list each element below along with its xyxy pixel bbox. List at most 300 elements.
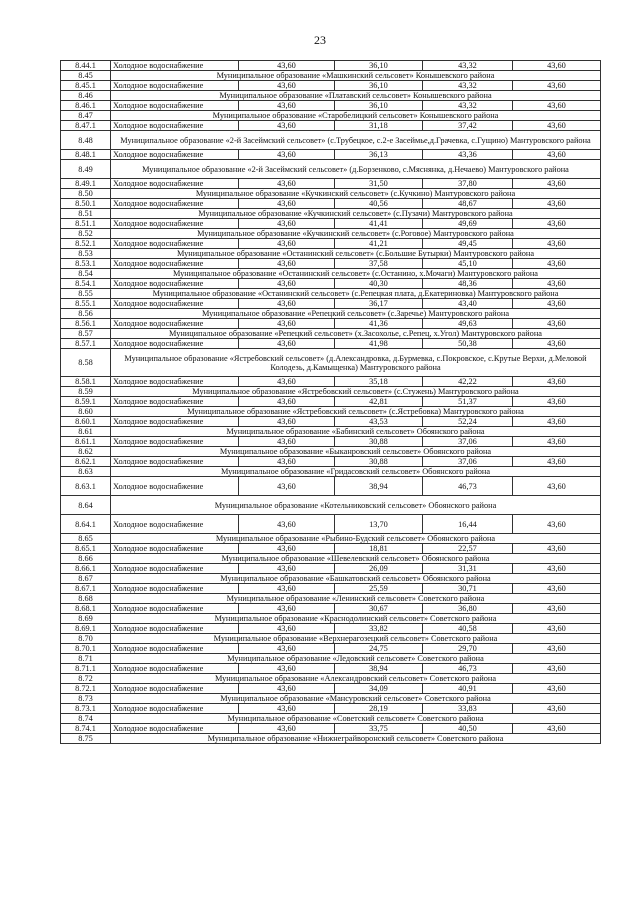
row-number: 8.53 — [61, 249, 111, 259]
municipality-title: Муниципальное образование «Ленинский сельсовет» Советского района — [111, 594, 601, 604]
municipality-row — [61, 387, 601, 397]
tariff-value-2: 36,10 — [335, 81, 423, 91]
row-number: 8.52 — [61, 229, 111, 239]
tariff-value-3: 46,73 — [423, 664, 513, 674]
tariff-value: 43,60 — [239, 259, 335, 269]
tariff-row — [61, 724, 601, 734]
row-number: 8.55.1 — [61, 299, 111, 309]
tariff-value-2: 28,19 — [335, 704, 423, 714]
tariff-value: 43,60 — [239, 544, 335, 554]
municipality-title: Муниципальное образование «2-й Засеймский сельсовет» (с.Трубецкое, с.2-е Засеймье,д.Грачевка, с.Гущино) Мантуровского района — [111, 131, 601, 150]
tariff-value: 43,60 — [239, 121, 335, 131]
row-number: 8.54 — [61, 269, 111, 279]
tariff-value-4: 43,60 — [513, 219, 601, 229]
municipality-row — [61, 674, 601, 684]
municipality-row — [61, 574, 601, 584]
tariff-value: 43,60 — [239, 704, 335, 714]
tariff-row — [61, 664, 601, 674]
municipality-title: Муниципальное образование «Краснодолинский сельсовет» Советского района — [111, 614, 601, 624]
tariff-value-3: 45,10 — [423, 259, 513, 269]
service-name: Холодное водоснабжение — [111, 724, 239, 734]
tariff-row — [61, 704, 601, 714]
municipality-title: Муниципальное образование «Ястребовский сельсовет» (с.Стужень) Мантуровского района — [111, 387, 601, 397]
municipality-row — [61, 249, 601, 259]
municipality-title: Муниципальное образование «2-й Засеймский сельсовет» (д.Борзенково, с.Мяснянка, д.Нечаево) Мантуровского района — [111, 160, 601, 179]
municipality-title: Муниципальное образование «Нижнеграйворонский сельсовет» Советского района — [111, 734, 601, 744]
service-name: Холодное водоснабжение — [111, 477, 239, 496]
row-number: 8.71.1 — [61, 664, 111, 674]
service-name: Холодное водоснабжение — [111, 437, 239, 447]
tariff-value-2: 41,98 — [335, 339, 423, 349]
page-number: 23 — [314, 33, 326, 47]
row-number: 8.44.1 — [61, 61, 111, 71]
tariff-value-2: 38,94 — [335, 664, 423, 674]
municipality-row — [61, 71, 601, 81]
tariff-value-4: 43,60 — [513, 319, 601, 329]
tariff-value-3: 30,71 — [423, 584, 513, 594]
municipality-row — [61, 309, 601, 319]
municipality-row — [61, 467, 601, 477]
tariff-value: 43,60 — [239, 339, 335, 349]
tariff-value-2: 38,94 — [335, 477, 423, 496]
tariff-value-4: 43,60 — [513, 150, 601, 160]
tariff-value-2: 33,82 — [335, 624, 423, 634]
tariff-value-4: 43,60 — [513, 624, 601, 634]
row-number: 8.51 — [61, 209, 111, 219]
row-number: 8.66.1 — [61, 564, 111, 574]
tariff-value-4: 43,60 — [513, 664, 601, 674]
tariff-value-2: 35,18 — [335, 377, 423, 387]
municipality-row — [61, 594, 601, 604]
municipality-row — [61, 496, 601, 515]
tariff-value: 43,60 — [239, 624, 335, 634]
tariff-value-4: 43,60 — [513, 457, 601, 467]
municipality-title: Муниципальное образование «Останинский сельсовет» (с.Останино, х.Мочаги) Мантуровского района — [111, 269, 601, 279]
tariff-value-3: 51,37 — [423, 397, 513, 407]
municipality-title: Муниципальное образование «Александровский сельсовет» Советского района — [111, 674, 601, 684]
service-name: Холодное водоснабжение — [111, 584, 239, 594]
tariff-value: 43,60 — [239, 417, 335, 427]
tariff-value: 43,60 — [239, 397, 335, 407]
tariff-value-3: 43,32 — [423, 61, 513, 71]
row-number: 8.56 — [61, 309, 111, 319]
service-name: Холодное водоснабжение — [111, 457, 239, 467]
service-name: Холодное водоснабжение — [111, 319, 239, 329]
tariff-value-3: 37,06 — [423, 437, 513, 447]
row-number: 8.45.1 — [61, 81, 111, 91]
municipality-title: Муниципальное образование «Ледовский сельсовет» Советского района — [111, 654, 601, 664]
municipality-title: Муниципальное образование «Рыбино-Будский сельсовет» Обоянского района — [111, 534, 601, 544]
tariff-value: 43,60 — [239, 377, 335, 387]
tariff-value-2: 40,56 — [335, 199, 423, 209]
service-name: Холодное водоснабжение — [111, 61, 239, 71]
tariff-row — [61, 684, 601, 694]
service-name: Холодное водоснабжение — [111, 219, 239, 229]
tariff-value-3: 37,06 — [423, 457, 513, 467]
tariff-value: 43,60 — [239, 457, 335, 467]
row-number: 8.61 — [61, 427, 111, 437]
tariff-value-3: 43,32 — [423, 81, 513, 91]
municipality-title: Муниципальное образование «Шевелевский сельсовет» Обоянского района — [111, 554, 601, 564]
municipality-title: Муниципальное образование «Башкатовский сельсовет» Обоянского района — [111, 574, 601, 584]
tariff-value-3: 16,44 — [423, 515, 513, 534]
row-number: 8.59.1 — [61, 397, 111, 407]
service-name: Холодное водоснабжение — [111, 417, 239, 427]
tariff-row — [61, 544, 601, 554]
tariff-value: 43,60 — [239, 644, 335, 654]
service-name: Холодное водоснабжение — [111, 199, 239, 209]
service-name: Холодное водоснабжение — [111, 279, 239, 289]
tariff-value: 43,60 — [239, 724, 335, 734]
row-number: 8.50 — [61, 189, 111, 199]
municipality-row — [61, 654, 601, 664]
tariff-value: 43,60 — [239, 101, 335, 111]
row-number: 8.67 — [61, 574, 111, 584]
tariff-value: 43,60 — [239, 219, 335, 229]
municipality-title: Муниципальное образование «Кучкинский сельсовет» (с.Роговое) Мантуровского района — [111, 229, 601, 239]
tariff-row — [61, 61, 601, 71]
tariff-value: 43,60 — [239, 684, 335, 694]
service-name: Холодное водоснабжение — [111, 121, 239, 131]
row-number: 8.57 — [61, 329, 111, 339]
tariff-row — [61, 397, 601, 407]
row-number: 8.72 — [61, 674, 111, 684]
row-number: 8.51.1 — [61, 219, 111, 229]
tariff-row — [61, 319, 601, 329]
municipality-row — [61, 554, 601, 564]
tariff-value-4: 43,60 — [513, 377, 601, 387]
tariff-value-3: 40,58 — [423, 624, 513, 634]
row-number: 8.68 — [61, 594, 111, 604]
tariff-value-4: 43,60 — [513, 61, 601, 71]
row-number: 8.53.1 — [61, 259, 111, 269]
tariff-value-3: 43,36 — [423, 150, 513, 160]
service-name: Холодное водоснабжение — [111, 150, 239, 160]
tariff-row — [61, 437, 601, 447]
tariff-value-2: 30,88 — [335, 437, 423, 447]
tariff-value-4: 43,60 — [513, 81, 601, 91]
row-number: 8.49 — [61, 160, 111, 179]
tariff-value-4: 43,60 — [513, 437, 601, 447]
tariff-value: 43,60 — [239, 604, 335, 614]
tariff-value: 43,60 — [239, 279, 335, 289]
tariff-value-3: 22,57 — [423, 544, 513, 554]
municipality-title: Муниципальное образование «Кучкинский сельсовет» (с.Пузачи) Мантуровского района — [111, 209, 601, 219]
municipality-row — [61, 160, 601, 179]
tariff-value-2: 42,81 — [335, 397, 423, 407]
service-name: Холодное водоснабжение — [111, 604, 239, 614]
tariff-value-2: 34,09 — [335, 684, 423, 694]
tariff-value-2: 37,58 — [335, 259, 423, 269]
service-name: Холодное водоснабжение — [111, 644, 239, 654]
row-number: 8.74.1 — [61, 724, 111, 734]
tariff-value: 43,60 — [239, 150, 335, 160]
tariff-value-3: 29,70 — [423, 644, 513, 654]
tariff-value-4: 43,60 — [513, 179, 601, 189]
municipality-row — [61, 634, 601, 644]
row-number: 8.63 — [61, 467, 111, 477]
tariff-value-4: 43,60 — [513, 584, 601, 594]
row-number: 8.45 — [61, 71, 111, 81]
tariff-value-3: 48,67 — [423, 199, 513, 209]
municipality-title: Муниципальное образование «Останинский сельсовет» (с.Репецкая плата, д.Екатериновка) Мантуровского района — [111, 289, 601, 299]
municipality-row — [61, 427, 601, 437]
tariff-value-2: 33,75 — [335, 724, 423, 734]
tariff-value-2: 25,59 — [335, 584, 423, 594]
tariff-value-4: 43,60 — [513, 704, 601, 714]
tariff-row — [61, 219, 601, 229]
tariff-value-4: 43,60 — [513, 199, 601, 209]
row-number: 8.58 — [61, 349, 111, 377]
row-number: 8.52.1 — [61, 239, 111, 249]
tariff-row — [61, 299, 601, 309]
tariff-value: 43,60 — [239, 179, 335, 189]
tariff-value: 43,60 — [239, 81, 335, 91]
row-number: 8.65 — [61, 534, 111, 544]
row-number: 8.70 — [61, 634, 111, 644]
tariff-value: 43,60 — [239, 477, 335, 496]
row-number: 8.47 — [61, 111, 111, 121]
service-name: Холодное водоснабжение — [111, 544, 239, 554]
tariff-row — [61, 624, 601, 634]
tariff-value: 43,60 — [239, 564, 335, 574]
tariff-row — [61, 279, 601, 289]
tariff-row — [61, 121, 601, 131]
tariff-value-3: 37,42 — [423, 121, 513, 131]
row-number: 8.66 — [61, 554, 111, 564]
tariff-row — [61, 604, 601, 614]
tariff-value-4: 43,60 — [513, 604, 601, 614]
tariff-row — [61, 515, 601, 534]
municipality-title: Муниципальное образование «Останинский сельсовет» (с.Большие Бутырки) Мантуровского района — [111, 249, 601, 259]
tariff-value-2: 40,30 — [335, 279, 423, 289]
row-number: 8.54.1 — [61, 279, 111, 289]
tariff-row — [61, 239, 601, 249]
municipality-row — [61, 209, 601, 219]
row-number: 8.64 — [61, 496, 111, 515]
municipality-row — [61, 694, 601, 704]
tariff-value: 43,60 — [239, 437, 335, 447]
service-name: Холодное водоснабжение — [111, 564, 239, 574]
tariff-value-2: 36,17 — [335, 299, 423, 309]
row-number: 8.56.1 — [61, 319, 111, 329]
tariff-value-3: 49,45 — [423, 239, 513, 249]
row-number: 8.48 — [61, 131, 111, 150]
tariff-row — [61, 564, 601, 574]
municipality-title: Муниципальное образование «Ястребовский сельсовет» (с.Ястребовка) Мантуровского района — [111, 407, 601, 417]
tariff-value-3: 43,32 — [423, 101, 513, 111]
tariff-value-4: 43,60 — [513, 279, 601, 289]
tariff-value: 43,60 — [239, 319, 335, 329]
tariff-row — [61, 644, 601, 654]
tariff-value-4: 43,60 — [513, 259, 601, 269]
row-number: 8.47.1 — [61, 121, 111, 131]
row-number: 8.72.1 — [61, 684, 111, 694]
tariff-value-4: 43,60 — [513, 121, 601, 131]
municipality-title: Муниципальное образование «Старобелицкий сельсовет» Конышевского района — [111, 111, 601, 121]
tariff-value-3: 48,36 — [423, 279, 513, 289]
tariff-value-2: 31,18 — [335, 121, 423, 131]
municipality-row — [61, 614, 601, 624]
municipality-row — [61, 289, 601, 299]
tariff-value-2: 41,21 — [335, 239, 423, 249]
tariff-value-3: 46,73 — [423, 477, 513, 496]
service-name: Холодное водоснабжение — [111, 624, 239, 634]
tariff-value-4: 43,60 — [513, 417, 601, 427]
tariff-value-3: 33,83 — [423, 704, 513, 714]
tariff-value: 43,60 — [239, 584, 335, 594]
tariff-value-4: 43,60 — [513, 397, 601, 407]
tariff-value-4: 43,60 — [513, 515, 601, 534]
municipality-title: Муниципальное образование «Кучкинский сельсовет» (с.Кучкино) Мантуровского района — [111, 189, 601, 199]
tariff-value-2: 18,81 — [335, 544, 423, 554]
municipality-row — [61, 269, 601, 279]
tariff-row — [61, 584, 601, 594]
tariff-value-4: 43,60 — [513, 477, 601, 496]
row-number: 8.73 — [61, 694, 111, 704]
tariff-value-3: 37,80 — [423, 179, 513, 189]
tariff-value-3: 42,22 — [423, 377, 513, 387]
municipality-row — [61, 407, 601, 417]
municipality-title: Муниципальное образование «Машкинский сельсовет» Конышевского района — [111, 71, 601, 81]
tariff-value-2: 31,50 — [335, 179, 423, 189]
row-number: 8.46 — [61, 91, 111, 101]
municipality-title: Муниципальное образование «Платавский сельсовет» Конышевского района — [111, 91, 601, 101]
tariff-value-4: 43,60 — [513, 101, 601, 111]
service-name: Холодное водоснабжение — [111, 239, 239, 249]
tariff-value-3: 52,24 — [423, 417, 513, 427]
service-name: Холодное водоснабжение — [111, 339, 239, 349]
tariff-row — [61, 199, 601, 209]
row-number: 8.63.1 — [61, 477, 111, 496]
municipality-title: Муниципальное образование «Бабинский сельсовет» Обоянского района — [111, 427, 601, 437]
tariff-value-2: 41,36 — [335, 319, 423, 329]
tariff-value-4: 43,60 — [513, 544, 601, 554]
tariff-row — [61, 101, 601, 111]
tariff-row — [61, 81, 601, 91]
row-number: 8.60.1 — [61, 417, 111, 427]
municipality-row — [61, 714, 601, 724]
tariff-value-3: 49,69 — [423, 219, 513, 229]
tariff-value-3: 36,80 — [423, 604, 513, 614]
tariff-value-2: 43,53 — [335, 417, 423, 427]
municipality-title: Муниципальное образование «Ястребовский сельсовет» (д.Александровка, д.Бурмевка, с.Покровское, с.Крутые Верхи, д.Меловой Колодезь, д.Камыщенка) Мантуровского района — [111, 349, 601, 377]
tariff-value-2: 30,67 — [335, 604, 423, 614]
tariff-value-4: 43,60 — [513, 644, 601, 654]
row-number: 8.64.1 — [61, 515, 111, 534]
tariff-value: 43,60 — [239, 61, 335, 71]
tariff-value: 43,60 — [239, 299, 335, 309]
municipality-title: Муниципальное образование «Котельниковский сельсовет» Обоянского района — [111, 496, 601, 515]
service-name: Холодное водоснабжение — [111, 179, 239, 189]
tariff-value-3: 43,40 — [423, 299, 513, 309]
tariff-value-4: 43,60 — [513, 564, 601, 574]
row-number: 8.70.1 — [61, 644, 111, 654]
tariff-value-3: 49,63 — [423, 319, 513, 329]
municipality-row — [61, 329, 601, 339]
row-number: 8.59 — [61, 387, 111, 397]
tariff-value-2: 36,13 — [335, 150, 423, 160]
row-number: 8.57.1 — [61, 339, 111, 349]
row-number: 8.49.1 — [61, 179, 111, 189]
tariff-value: 43,60 — [239, 664, 335, 674]
row-number: 8.62.1 — [61, 457, 111, 467]
row-number: 8.67.1 — [61, 584, 111, 594]
tariff-value-3: 40,50 — [423, 724, 513, 734]
tariff-row — [61, 339, 601, 349]
tariff-row — [61, 179, 601, 189]
row-number: 8.69 — [61, 614, 111, 624]
tariff-value-2: 24,75 — [335, 644, 423, 654]
service-name: Холодное водоснабжение — [111, 684, 239, 694]
row-number: 8.46.1 — [61, 101, 111, 111]
row-number: 8.65.1 — [61, 544, 111, 554]
service-name: Холодное водоснабжение — [111, 101, 239, 111]
service-name: Холодное водоснабжение — [111, 664, 239, 674]
row-number: 8.50.1 — [61, 199, 111, 209]
tariff-row — [61, 417, 601, 427]
tariff-value-3: 31,31 — [423, 564, 513, 574]
municipality-title: Муниципальное образование «Мансуровский сельсовет» Советского района — [111, 694, 601, 704]
municipality-title: Муниципальное образование «Гридасовский сельсовет» Обоянского района — [111, 467, 601, 477]
municipality-row — [61, 349, 601, 377]
tariff-table — [60, 60, 601, 744]
municipality-title: Муниципальное образование «Репецкий сельсовет» (х.Засохолье, с.Репец, х.Угол) Мантуровского района — [111, 329, 601, 339]
service-name: Холодное водоснабжение — [111, 704, 239, 714]
tariff-row — [61, 477, 601, 496]
municipality-row — [61, 534, 601, 544]
row-number: 8.75 — [61, 734, 111, 744]
row-number: 8.73.1 — [61, 704, 111, 714]
municipality-row — [61, 189, 601, 199]
row-number: 8.55 — [61, 289, 111, 299]
municipality-title: Муниципальное образование «Быканровский сельсовет» Обоянского района — [111, 447, 601, 457]
row-number: 8.71 — [61, 654, 111, 664]
row-number: 8.61.1 — [61, 437, 111, 447]
tariff-value-2: 36,10 — [335, 61, 423, 71]
row-number: 8.69.1 — [61, 624, 111, 634]
service-name: Холодное водоснабжение — [111, 515, 239, 534]
tariff-value-2: 30,88 — [335, 457, 423, 467]
row-number: 8.48.1 — [61, 150, 111, 160]
tariff-value-2: 41,41 — [335, 219, 423, 229]
municipality-row — [61, 447, 601, 457]
tariff-value-2: 13,70 — [335, 515, 423, 534]
service-name: Холодное водоснабжение — [111, 397, 239, 407]
municipality-row — [61, 111, 601, 121]
municipality-row — [61, 131, 601, 150]
municipality-row — [61, 229, 601, 239]
tariff-row — [61, 377, 601, 387]
municipality-title: Муниципальное образование «Верхнерагозецкий сельсовет» Советского района — [111, 634, 601, 644]
tariff-row — [61, 457, 601, 467]
municipality-row — [61, 734, 601, 744]
service-name: Холодное водоснабжение — [111, 81, 239, 91]
tariff-value: 43,60 — [239, 515, 335, 534]
tariff-value: 43,60 — [239, 239, 335, 249]
tariff-value-3: 50,38 — [423, 339, 513, 349]
municipality-title: Муниципальное образование «Советский сельсовет» Советского района — [111, 714, 601, 724]
tariff-value-2: 36,10 — [335, 101, 423, 111]
municipality-row — [61, 91, 601, 101]
tariff-value-2: 26,09 — [335, 564, 423, 574]
row-number: 8.62 — [61, 447, 111, 457]
tariff-value-4: 43,60 — [513, 239, 601, 249]
tariff-value-4: 43,60 — [513, 724, 601, 734]
row-number: 8.60 — [61, 407, 111, 417]
service-name: Холодное водоснабжение — [111, 299, 239, 309]
tariff-value-4: 43,60 — [513, 299, 601, 309]
